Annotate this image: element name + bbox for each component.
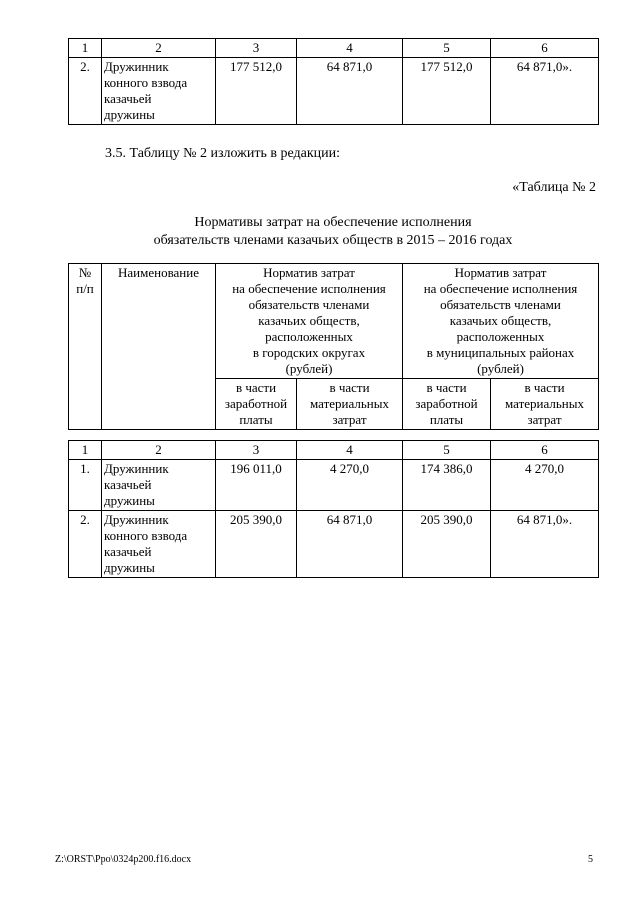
col-no-header: № п/п: [69, 264, 102, 430]
row-name: Дружинник конного взвода казачьей дружины: [102, 511, 216, 578]
row-value-salary-urban: 177 512,0: [216, 58, 297, 125]
title-line-1: Нормативы затрат на обеспечение исполнения: [194, 215, 472, 230]
row-name: Дружинник казачьей дружины: [102, 460, 216, 511]
norms-table-body: [68, 440, 599, 578]
col-number-2: 2: [102, 39, 216, 58]
row-number: 2.: [69, 58, 102, 125]
row-value-material-municipal: 64 871,0».: [491, 511, 599, 578]
table-row: [69, 58, 599, 125]
row-value-material-municipal: 64 871,0».: [491, 58, 599, 125]
title-line-2: обязательств членами казачьих обществ в 2015 – 2016 годах: [153, 233, 513, 248]
paragraph-3-5: 3.5. Таблицу № 2 изложить в редакции:: [105, 146, 340, 161]
row-value-material-urban: 4 270,0: [297, 460, 403, 511]
page-number: 5: [588, 854, 593, 865]
col-number-6: 6: [491, 39, 599, 58]
col-number-1: 1: [69, 39, 102, 58]
col-number-3: 3: [216, 441, 297, 460]
row-number: 2.: [69, 511, 102, 578]
col-number-2: 2: [102, 441, 216, 460]
row-value-salary-municipal: 174 386,0: [403, 460, 491, 511]
table-label: «Таблица № 2: [512, 180, 596, 195]
col-number-4: 4: [297, 441, 403, 460]
col-number-5: 5: [403, 39, 491, 58]
table-title: [68, 214, 598, 250]
group-municipal-header: Норматив затрат на обеспечение исполнения обязательств членами казачьих обществ, расположенных в муниципальных районах (рублей): [403, 264, 599, 379]
norms-table-header: [68, 263, 599, 430]
row-name: Дружинник конного взвода казачьей дружины: [102, 58, 216, 125]
sub-material-municipal: в части материальных затрат: [491, 379, 599, 430]
col-name-header: Наименование: [102, 264, 216, 430]
col-number-1: 1: [69, 441, 102, 460]
row-value-material-urban: 64 871,0: [297, 58, 403, 125]
row-value-salary-municipal: 177 512,0: [403, 58, 491, 125]
continued-table: [68, 38, 599, 125]
table-row: [69, 460, 599, 511]
row-number: 1.: [69, 460, 102, 511]
col-number-3: 3: [216, 39, 297, 58]
sub-salary-urban: в части заработной платы: [216, 379, 297, 430]
col-number-4: 4: [297, 39, 403, 58]
footer-file-path: Z:\ORST\Ppo\0324p200.f16.docx: [55, 854, 192, 865]
column-number-row: [69, 441, 599, 460]
table-row: [69, 511, 599, 578]
sub-salary-municipal: в части заработной платы: [403, 379, 491, 430]
row-value-salary-urban: 205 390,0: [216, 511, 297, 578]
table-header-row: [69, 39, 599, 58]
col-number-6: 6: [491, 441, 599, 460]
row-value-material-municipal: 4 270,0: [491, 460, 599, 511]
row-value-material-urban: 64 871,0: [297, 511, 403, 578]
group-urban-header: Норматив затрат на обеспечение исполнения обязательств членами казачьих обществ, расположенных в городских округах (рублей): [216, 264, 403, 379]
row-value-salary-municipal: 205 390,0: [403, 511, 491, 578]
sub-material-urban: в части материальных затрат: [297, 379, 403, 430]
col-number-5: 5: [403, 441, 491, 460]
group-header-row: [69, 264, 599, 379]
row-value-salary-urban: 196 011,0: [216, 460, 297, 511]
